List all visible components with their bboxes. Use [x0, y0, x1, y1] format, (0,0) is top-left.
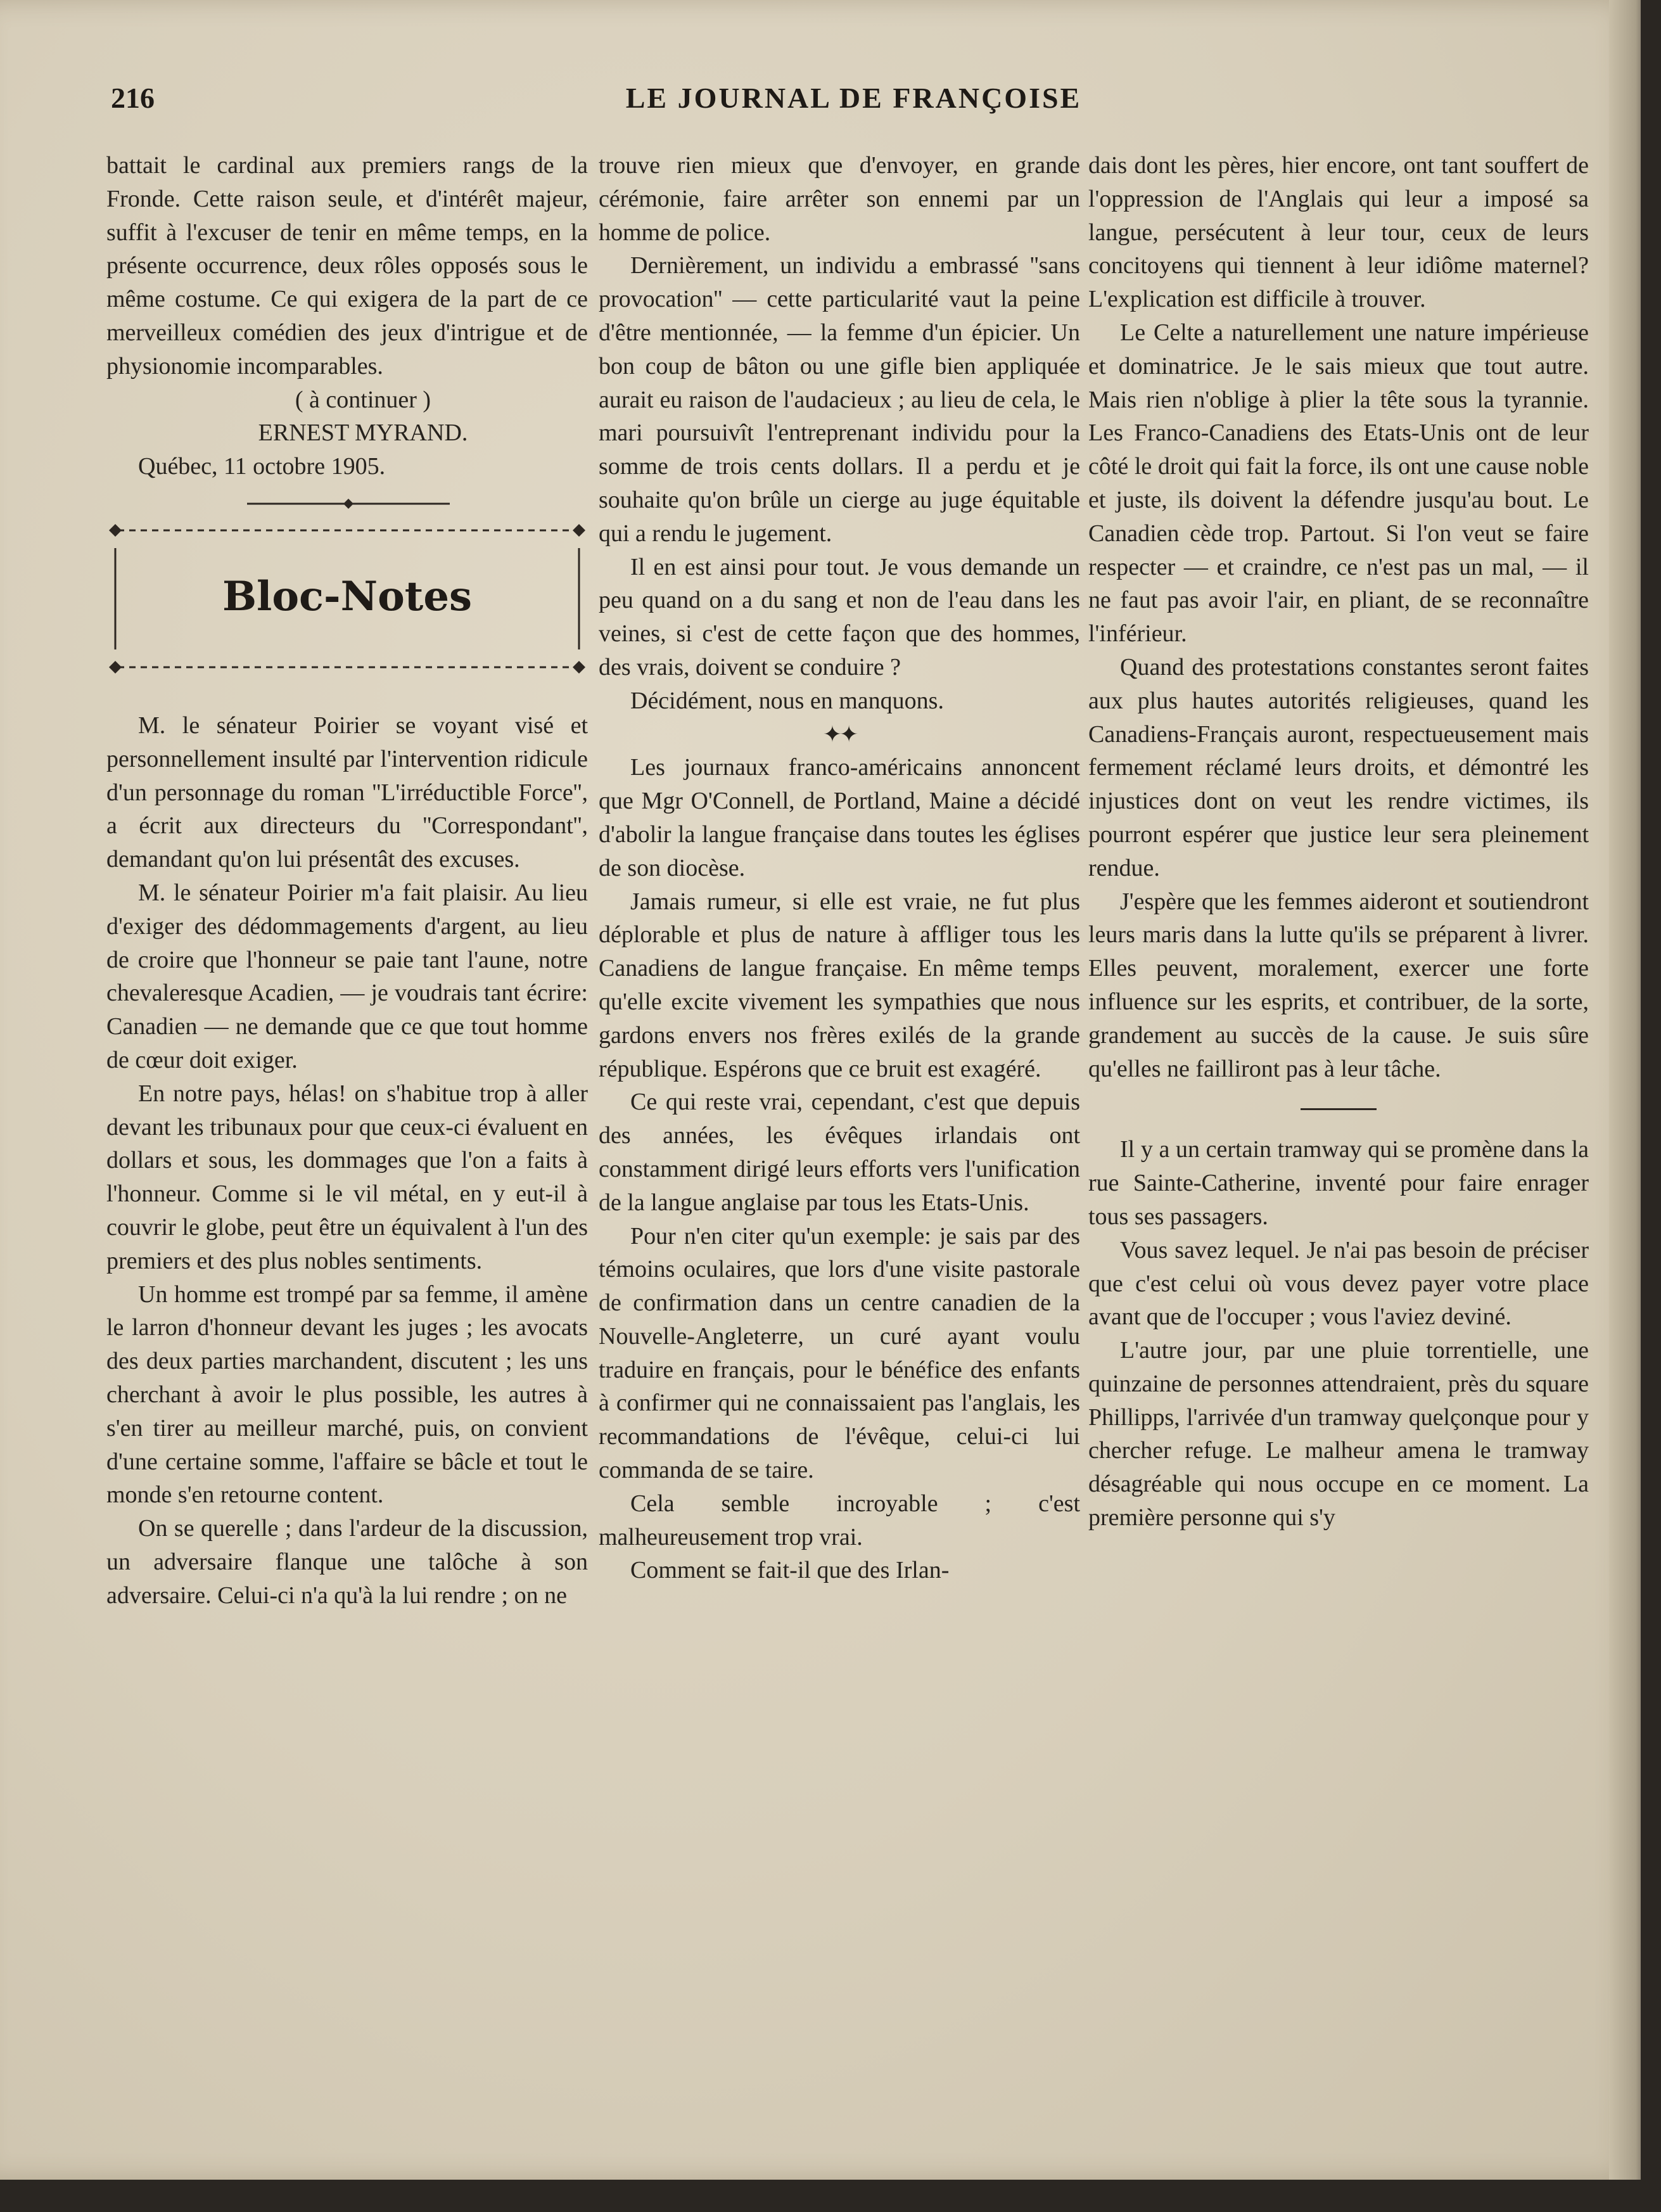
paragraph: Décidément, nous en manquons. [630, 687, 944, 714]
paragraph: Ce qui reste vrai, cependant, c'est que depuis des années, les évêques irlandais ont constamment dirigé leurs efforts vers l'unification de la langue anglaise par tous les Etats-Unis. [599, 1089, 1080, 1216]
paragraph: dais dont les pères, hier encore, ont tant souffert de l'oppression de l'Anglais qui leur a imposé sa langue, persécutent à leur tour, ceux de leurs concitoyens qui tiennent à leur idiôme maternel? L'explication est difficile à trouver. [1088, 152, 1589, 313]
paragraph: battait le cardinal aux premiers rangs de la Fronde. Cette raison seule, et d'intérêt majeur, suffit à l'excuser de tenir en même temps, en la présente occurrence, deux rôles opposés sous le même costume. Ce qui exigera de la part de ce merveilleux comédien des jeux d'intrigue et de physionomie incomparables. [106, 152, 588, 380]
paragraph: L'autre jour, par une pluie torrentielle, une quinzaine de personnes attendraient, près du square Phillipps, l'arrivée d'un tramway quelçonque pour y chercher refuge. Le malheur amena le tramway désagréable qui nous occupe en ce moment. La première personne qui s'y [1088, 1337, 1589, 1531]
paragraph: Le Celte a naturellement une nature impérieuse et dominatrice. Je le sais mieux que tout autre. Mais rien n'oblige à plier la tête sous la tyrannie. Les Franco-Canadiens des Etats-Unis ont de leur côté le droit qui fait la force, ils ont une cause noble et juste, ils doivent la défendre jusqu'au bout. Le Canadien cède trop. Partout. Si l'on veut se faire respecter — et craindre, ce n'est pas un mal, — il ne faut pas avoir l'air, en pliant, de se reconnaître l'inférieur. [1088, 319, 1589, 648]
paragraph: M. le sénateur Poirier se voyant visé et personnellement insulté par l'intervention ridicule d'un personnage du roman ''L'irréductible Force'', a écrit aux directeurs du ''Correspondant'', demandant qu'on lui présentât des excuses. [106, 712, 588, 873]
paragraph: trouve rien mieux que d'envoyer, en grande cérémonie, faire arrêter son ennemi par un homme de police. [599, 152, 1080, 246]
column-2 [599, 149, 1080, 1587]
to-be-continued: ( à continuer ) [295, 386, 431, 413]
paragraph: Il en est ainsi pour tout. Je vous demande un peu quand on a du sang et non de l'eau dans les veines, si c'est de cette façon que des hommes, des vrais, doivent se conduire ? [599, 553, 1080, 681]
section-title: Bloc-Notes [222, 572, 473, 620]
paragraph: Dernièrement, un individu a embrassé ''sans provocation'' — cette particularité vaut la peine d'être mentionnée, — la femme d'un épicier. Un bon coup de bâton ou une gifle bien appliquée aurait eu raison de l'audacieux ; au lieu de cela, le mari poursuivît l'entreprenant individu pour la somme de trois cents dollars. Il a perdu et je souhaite qu'on brûle un cierge au juge équitable qui a rendu le jugement. [599, 252, 1080, 547]
column-1 [106, 149, 588, 1612]
page-edge-shadow [1609, 0, 1641, 2180]
journal-title: LE JOURNAL DE FRANÇOISE [625, 82, 1082, 114]
paragraph: Les journaux franco-américains annoncent que Mgr O'Connell, de Portland, Maine a décidé d'abolir la langue française dans toutes les églises de son diocèse. [599, 754, 1080, 881]
section-divider [1301, 1108, 1377, 1110]
paragraph: Quand des protestations constantes seront faites aux plus hautes autorités religieuses, quand les Canadiens-Français auront, respectueusement mais fermement réclamé leurs droits, et démontré les injustices dont on veut les rendre victimes, ils pourront espérer que justice leur sera pleinement rendue. [1088, 653, 1589, 881]
bloc-notes-frame [106, 523, 588, 675]
page-header [111, 81, 1596, 119]
paragraph: On se querelle ; dans l'ardeur de la discussion, un adversaire flanque une talôche à son adversaire. Celui-ci n'a qu'à la lui rendre ; on ne [106, 1515, 588, 1609]
page-number: 216 [111, 82, 155, 114]
paragraph: Cela semble incroyable ; c'est malheureusement trop vrai. [599, 1490, 1080, 1550]
paragraph: M. le sénateur Poirier m'a fait plaisir. Au lieu d'exiger des dédommagements d'argent, au lieu de croire que l'honneur se paie tant l'aune, notre chevaleresque Acadien, — je voudrais tant écrire: Canadien — ne demande que ce que tout homme de cœur doit exiger. [106, 879, 588, 1073]
place-date: Québec, 11 octobre 1905. [138, 453, 386, 480]
paragraph: Jamais rumeur, si elle est vraie, ne fut plus déplorable et plus de nature à affliger tous les Canadiens de langue française. En même temps qu'elle excite vivement les sympathies que nous gardons envers nos frères exilés de la grande république. Espérons que ce bruit est exagéré. [599, 888, 1080, 1082]
paragraph: Il y a un certain tramway qui se promène dans la rue Sainte-Catherine, inventé pour faire enrager tous ses passagers. [1088, 1136, 1589, 1230]
paragraph: Pour n'en citer qu'un exemple: je sais par des témoins oculaires, que lors d'une visite pastorale de confirmation dans un centre canadien de la Nouvelle-Angleterre, un curé ayant voulu traduire en français, pour le bénéfice des enfants à confirmer qui ne connaissaient pas l'anglais, les recommandations de l'évêque, celui-ci lui commanda de se taire. [599, 1222, 1080, 1484]
paragraph: Comment se fait-il que des Irlan- [630, 1557, 950, 1584]
paragraph: J'espère que les femmes aideront et soutiendront leurs maris dans la lutte qu'ils se préparent à livrer. Elles peuvent, moralement, exercer une forte influence sur les esprits, et contribuer, de la sorte, grandement au succès de la cause. Je suis sûre qu'elles ne failliront pas à leur tâche. [1088, 888, 1589, 1082]
paragraph: Un homme est trompé par sa femme, il amène le larron d'honneur devant les juges ; les avocats des deux parties marchandent, discutent ; les uns cherchant à avoir le plus possible, les autres à s'en tirer au meilleur marché, puis, on convient d'une certaine somme, l'affaire se bâcle et tout le monde s'en retourne content. [106, 1281, 588, 1509]
column-3 [1088, 149, 1589, 1535]
paragraph: Vous savez lequel. Je n'ai pas besoin de préciser que c'est celui où vous devez payer votre place avant que de l'occuper ; vous l'aviez deviné. [1088, 1236, 1589, 1331]
diamond-rule [247, 497, 450, 510]
paragraph: En notre pays, hélas! on s'habitue trop à aller devant les tribunaux pour que ceux-ci évaluent en dollars et sous, les dommages que l'on a faits à l'honneur. Comme si le vil métal, en y eut-il à couvrir le globe, peut être un équivalent à l'un des premiers et des plus nobles sentiments. [106, 1080, 588, 1274]
author-signature: ERNEST MYRAND. [258, 419, 468, 447]
ornament-separator: ✦✦ [822, 721, 856, 747]
